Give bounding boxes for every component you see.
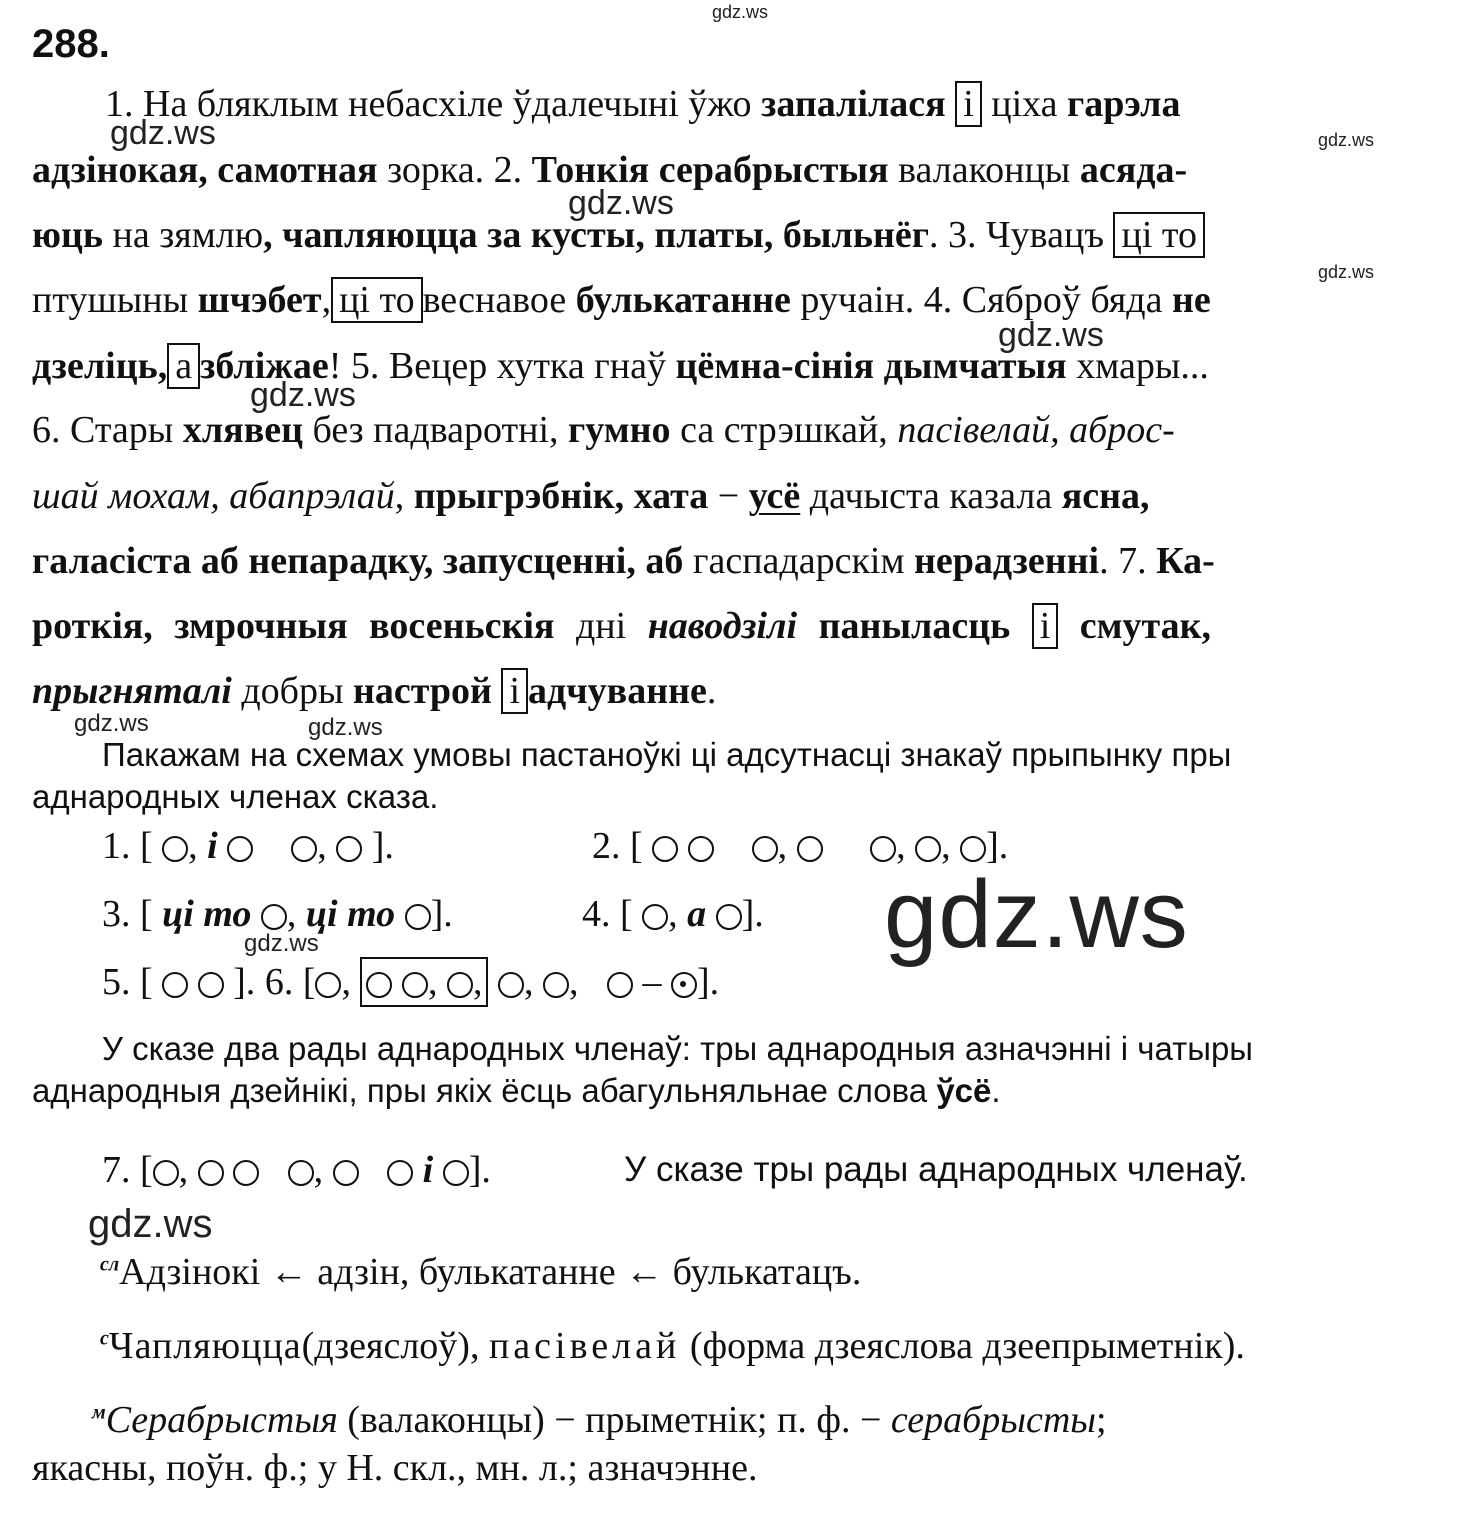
text-seg: , чапляюцца за кусты, платы, быльнёг (263, 214, 929, 256)
scheme-num: 7. (102, 1149, 131, 1191)
text-seg: асяда- (1079, 149, 1188, 191)
text-seg: − (708, 475, 749, 517)
text-seg: 1. На бляклым небасхіле ўдалечыні ўжо (105, 83, 762, 125)
analysis-line-2 (100, 1324, 1245, 1368)
text-seg: ! 5. Вецер хутка гнаў (328, 345, 676, 387)
circle-icon (288, 1160, 314, 1186)
text-seg: Ка- (1156, 540, 1215, 582)
text-seg: . (706, 670, 717, 712)
watermark: gdz.ws (1318, 130, 1375, 150)
scheme-num: 5. (102, 961, 131, 1003)
text-seg: адзінокая, самотная (32, 149, 378, 191)
conj-box: і (501, 668, 528, 714)
scheme-4: 4. [ , а ]. (582, 893, 764, 935)
scheme-num: 3. (102, 893, 131, 935)
text-seg: 6. Стары (32, 409, 183, 451)
circle-icon (336, 836, 362, 862)
text-seg: юць (32, 214, 104, 256)
text-seg: (форма дзеяслова дзеепрыметнік). (680, 1325, 1245, 1367)
analysis-line-3 (92, 1398, 1107, 1442)
watermark: gdz.ws (998, 316, 1104, 354)
circle-icon (333, 1160, 359, 1186)
circle-icon (652, 836, 678, 862)
text-seg: паныласць (797, 605, 1011, 647)
analysis-mark: м (92, 1401, 106, 1424)
scheme-num: 1. (102, 825, 131, 867)
text-seg: (дзеяслоў), (301, 1325, 489, 1367)
circle-icon (498, 972, 524, 998)
text-seg: добры (231, 670, 354, 712)
watermark: gdz.ws (568, 184, 674, 222)
circle-icon (688, 836, 714, 862)
note-2: У сказе тры рады аднародных членаў. (624, 1150, 1248, 1189)
circle-icon (198, 972, 224, 998)
conj-box: і (1032, 603, 1059, 649)
text-seg: Адзінокі ← адзін, булькатанне ← булькатацъ. (119, 1251, 862, 1293)
conj: і (207, 825, 218, 867)
text-seg: наводзілі (647, 605, 798, 647)
analysis-line-4: якасны, поўн. ф.; у Н. скл., мн. л.; азначэнне. (32, 1447, 758, 1489)
text-seg: шай мохам, абапрэлай (32, 475, 395, 517)
circle-icon (227, 836, 253, 862)
note-1-line-2 (32, 1072, 1001, 1110)
watermark: gdz.ws (110, 114, 216, 152)
text-seg: ; (1096, 1399, 1107, 1441)
text-seg: галасіста аб непарадку, запусценні, аб (32, 540, 684, 582)
circle-icon (162, 836, 188, 862)
conj: а (687, 893, 707, 935)
conj-box: ці то (331, 277, 423, 323)
text-seg: хлявец (182, 409, 303, 451)
watermark: gdz.ws (308, 714, 383, 741)
text-seg: Чапляюцца (108, 1325, 302, 1367)
circle-icon (153, 1160, 179, 1186)
text-seg: пасівелай, аброс- (897, 409, 1175, 451)
circle-icon (797, 836, 823, 862)
conj: ці то (305, 893, 396, 935)
conj: ці то (162, 893, 252, 935)
text-seg: дзеліць, (32, 345, 168, 387)
text-seg: гумно (568, 409, 671, 451)
text-seg: . 7. (1099, 540, 1157, 582)
analysis-mark: с (100, 1327, 109, 1350)
text-seg: нерадзенні (914, 540, 1100, 582)
circle-icon (366, 972, 392, 998)
text-seg: хмары... (1066, 345, 1209, 387)
text-line-10 (32, 669, 716, 713)
scheme-2: 2. [ , , , ]. (592, 825, 1009, 867)
text-seg: роткія, змрочныя восеньскія (32, 605, 555, 647)
circle-icon (716, 904, 742, 930)
circle-icon (543, 972, 569, 998)
circle-icon (261, 904, 287, 930)
scheme-group-box: , , (360, 957, 488, 1007)
text-line-6 (32, 408, 1175, 452)
text-seg: ручаін. 4. Сяброў бяда (790, 279, 1172, 321)
circle-icon (291, 836, 317, 862)
scheme-1: 1. [ , і , ]. (102, 825, 394, 867)
text-seg: прыгрэбнік, хата (413, 475, 709, 517)
analysis-mark: сл (100, 1253, 120, 1276)
text-seg: шчэбет (197, 279, 322, 321)
text-seg: гаспадарскім (683, 540, 915, 582)
text-seg: ясна, (1061, 475, 1150, 517)
text-seg: ўсё (936, 1072, 992, 1109)
text-seg: на зямлю (103, 214, 264, 256)
watermark: gdz.ws (244, 930, 319, 957)
watermark-top: gdz.ws (712, 2, 769, 22)
text-seg: запалілася (761, 83, 946, 125)
text-seg: валаконцы (888, 149, 1080, 191)
intro-line-2: аднародных членах сказа. (32, 778, 439, 815)
text-seg: Серабрыстыя (105, 1399, 338, 1441)
watermark: gdz.ws (1318, 262, 1375, 282)
circle-icon (870, 836, 896, 862)
text-seg: адчуванне (528, 670, 707, 712)
text-seg: гарэла (1067, 83, 1181, 125)
text-seg: Тонкія серабрыстыя (531, 149, 889, 191)
text-seg: без падваротні, (302, 409, 569, 451)
text-seg: серабрысты (890, 1399, 1096, 1441)
watermark: gdz.ws (74, 710, 149, 737)
watermark: gdz.ws (250, 376, 356, 414)
text-seg: ціха (981, 83, 1068, 125)
text-line-7 (32, 474, 1150, 518)
dotted-circle-icon (671, 972, 697, 998)
text-line-1 (105, 82, 1180, 126)
circle-icon (447, 972, 473, 998)
scheme-num: 4. (582, 893, 611, 935)
text-seg: смутак, (1079, 605, 1212, 647)
text-seg: настрой (353, 670, 492, 712)
text-seg: булькатанне (575, 279, 791, 321)
note-1-line-1: У сказе два рады аднародных членаў: тры аднародныя азначэнні і чатыры (102, 1030, 1254, 1067)
text-seg: збліжае (200, 345, 329, 387)
text-seg: птушыны (32, 279, 198, 321)
text-seg: (валаконцы) − прыметнік; п. ф. − (337, 1399, 891, 1441)
text-seg: усё (748, 475, 801, 517)
text-seg: , (394, 475, 414, 517)
conj: і (422, 1149, 434, 1191)
scheme-num: 2. (592, 825, 621, 867)
text-seg: , (321, 279, 332, 321)
conj-box: а (167, 343, 200, 389)
scheme-7: 7. [ , , і ]. (102, 1149, 491, 1191)
circle-icon (960, 836, 986, 862)
watermark-big: gdz.ws (884, 861, 1189, 968)
circle-icon (607, 972, 633, 998)
text-seg: дачыста казала (800, 475, 1062, 517)
text-seg: цёмна-сінія дымчатыя (675, 345, 1067, 387)
circle-icon (752, 836, 778, 862)
text-seg: дні (554, 605, 648, 647)
text-seg: аднародныя дзейнікі, пры якіх ёсць абагульняльнае слова (32, 1072, 937, 1109)
text-seg: не (1171, 279, 1211, 321)
text-seg: . (991, 1072, 1001, 1109)
text-seg: пасівелай (488, 1325, 681, 1367)
text-line-8 (32, 539, 1215, 583)
analysis-line-1 (100, 1250, 861, 1294)
text-seg: зорка. 2. (377, 149, 532, 191)
circle-icon (162, 972, 188, 998)
scheme-5-6: 5. [ ]. 6. [ , , , , , – ]. (102, 960, 719, 1004)
scheme-3: 3. [ ці то , ці то ]. (102, 893, 453, 935)
text-line-9 (32, 604, 1211, 648)
circle-icon (915, 836, 941, 862)
circle-icon (198, 1160, 224, 1186)
text-seg: . 3. Чувацъ (928, 214, 1104, 256)
circle-icon (387, 1160, 413, 1186)
intro-line-1: Пакажам на схемах умовы пастаноўкі ці адсутнасці знакаў прыпынку пры (102, 736, 1232, 773)
scheme-num: 6. (264, 961, 294, 1003)
exercise-number: 288. (32, 22, 110, 66)
text-seg: веснавое (422, 279, 576, 321)
circle-icon (402, 972, 428, 998)
watermark: gdz.ws (88, 1202, 213, 1246)
circle-icon (315, 972, 341, 998)
circle-icon (642, 904, 668, 930)
circle-icon (443, 1160, 469, 1186)
circle-icon (405, 904, 431, 930)
conj-box: і (955, 81, 982, 127)
text-seg: са стрэшкай, (670, 409, 898, 451)
text-seg: прыгняталі (32, 670, 232, 712)
conj-box: ці то (1113, 212, 1205, 258)
circle-icon (233, 1160, 259, 1186)
